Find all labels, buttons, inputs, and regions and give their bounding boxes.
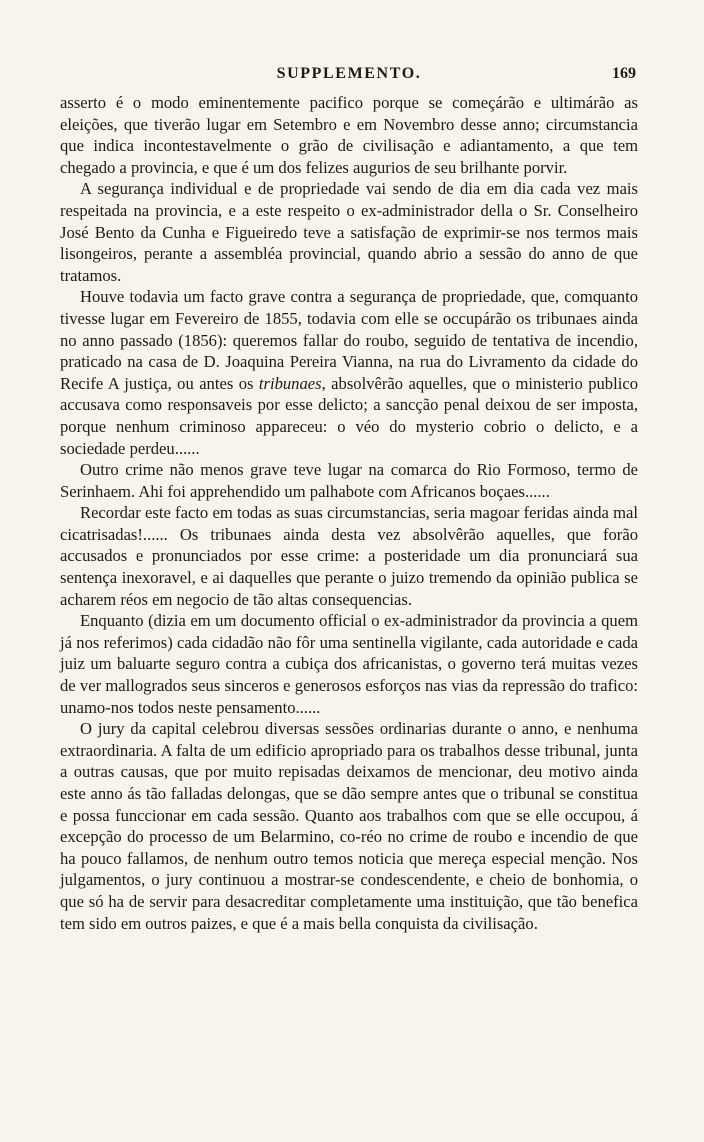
paragraph-7: O jury da capital celebrou diversas sessões ordinarias durante o anno, e nenhuma extraordinaria. A falta de um edificio apropriado para os trabalhos desse tribunal, junta a outras causas, que por muito repisadas deixamos de mencionar, deu motivo ainda este anno ás tão falladas delongas, que se dão sempre antes que o tribunal se constitua e possa funccionar em cada sessão. Quanto aos trabalhos com que se elle occupou, á excepção do processo de um Belarmino, co-réo no crime de roubo e incendio de que ha pouco fallamos, de nenhum outro temos noticia que mereça especial menção. Nos julgamentos, o jury continuou a mostrar-se condescendente, e cheio de bonhomia, o que só ha de servir para desacreditar completamente uma instituição, que tão benefica tem sido em outros paizes, e que é a mais bella conquista da civilisação. [60,719,638,933]
running-title: SUPPLEMENTO. [276,65,422,82]
paragraph-2: A segurança individual e de propriedade vai sendo de dia em dia cada vez mais respeitada na provincia, e a este respeito o ex-administrador della o Sr. Conselheiro José Bento da Cunha e Figueiredo teve a satisfação de exprimir-se nos termos mais lisongeiros, perante a assembléa provincial, quando abrio a sessão do anno de que tratamos. [60,179,638,285]
paragraph-3-start: Houve todavia um facto grave contra a segurança de propriedade, que, comquanto tivesse lugar em Fevereiro de 1855, todavia com elle se occupárão os tribunaes ainda no anno passado (1856): queremos fallar do roubo, seguido de tentativa de incendio, praticado na casa de D. Joaquina Pereira Vianna, na rua do Livramento da cidade do Recife A justiça, ou antes os [60,287,638,393]
page-number: 169 [612,65,636,82]
paragraph-3 [60,286,638,459]
paragraph-6: Enquanto (dizia em um documento official o ex-administrador da provincia a quem já nos referimos) cada cidadão não fôr uma sentinella vigilante, cada autoridade e cada juiz um baluarte seguro contra a cubiça dos africanistas, o governo terá muitas vezes de ver mallogrados seus sinceros e generosos esforços nas vias da repressão do trafico: unamo-nos todos neste pensamento...... [60,611,638,717]
paragraph-3-end: , absolvêrão aquelles, que o ministerio publico accusava como responsaveis por esse delicto; a sancção penal deixou de ser imposta, porque nenhum criminoso appareceu: o véo do mysterio cobrio o delicto, e a sociedade perdeu...... [60,373,638,458]
page-header [60,62,638,88]
paragraph-1: asserto é o modo eminentemente pacifico porque se começárão e ultimárão as eleições, que tiverão lugar em Setembro e em Novembro desse anno; circumstancia que indica incontestavelmente o grão de civilisação e adiantamento, a que tem chegado a provincia, e que é um dos felizes augurios de seu brilhante porvir. [60,93,638,177]
book-page [60,62,638,934]
paragraph-4: Outro crime não menos grave teve lugar na comarca do Rio Formoso, termo de Serinhaem. Ahi foi apprehendido um palhabote com Africanos boçaes...... [60,460,638,501]
paragraph-5: Recordar este facto em todas as suas circumstancias, seria magoar feridas ainda mal cicatrisadas!...... Os tribunaes ainda desta vez absolvêrão aquelles, que forão accusados e pronunciados por esse crime: a posteridade um dia pronunciará sua sentença inexoravel, e ai daquelles que perante o juizo tremendo da opinião publica se acharem réos em negocio de tão altas consequencias. [60,503,638,609]
italic-term: tribunaes [258,373,322,393]
